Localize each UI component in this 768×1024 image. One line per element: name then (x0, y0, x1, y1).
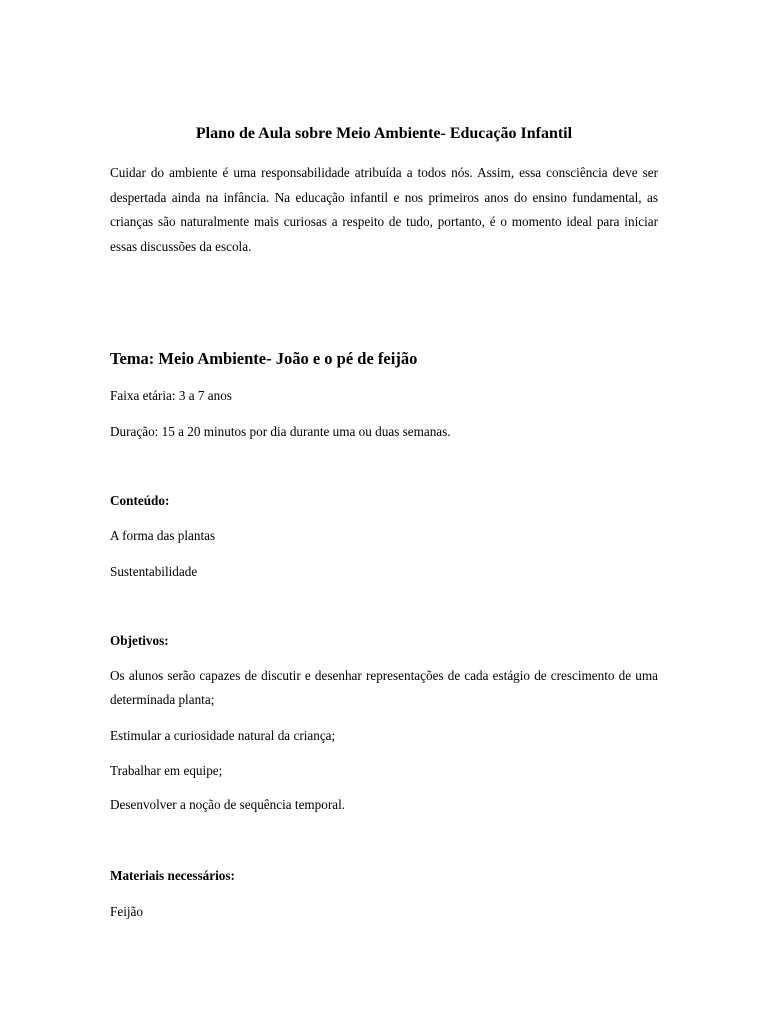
content-item: A forma das plantas (110, 528, 216, 543)
material-item: Feijão (110, 904, 143, 919)
objective-item: Desenvolver a noção de sequência temporal. (110, 797, 346, 812)
materials-heading: Materiais necessários: (110, 868, 235, 883)
objective-item: Os alunos serão capazes de discutir e desenhar representações de cada estágio de crescimento de uma determinada planta; (110, 668, 658, 707)
theme-heading: Tema: Meio Ambiente- João e o pé de feijão (110, 349, 418, 368)
objective-item: Trabalhar em equipe; (110, 763, 223, 778)
intro-paragraph: Cuidar do ambiente é uma responsabilidade atribuída a todos nós. Assim, essa consciência deve ser despertada ainda na infância. Na educação infantil e nos primeiros anos do ensino fundamental, as crianças são naturalmente mais curiosas a respeito de tudo, portanto, é o momento ideal para iniciar essas discussões da escola. (110, 165, 658, 254)
age-range-line: Faixa etária: 3 a 7 anos (110, 388, 232, 403)
content-heading: Conteúdo: (110, 493, 170, 508)
duration-line: Duração: 15 a 20 minutos por dia durante uma ou duas semanas. (110, 424, 451, 439)
document-title: Plano de Aula sobre Meio Ambiente- Educação Infantil (195, 125, 573, 142)
content-item: Sustentabilidade (110, 564, 198, 579)
objective-item: Estimular a curiosidade natural da criança; (110, 728, 336, 743)
objectives-heading: Objetivos: (110, 633, 169, 648)
